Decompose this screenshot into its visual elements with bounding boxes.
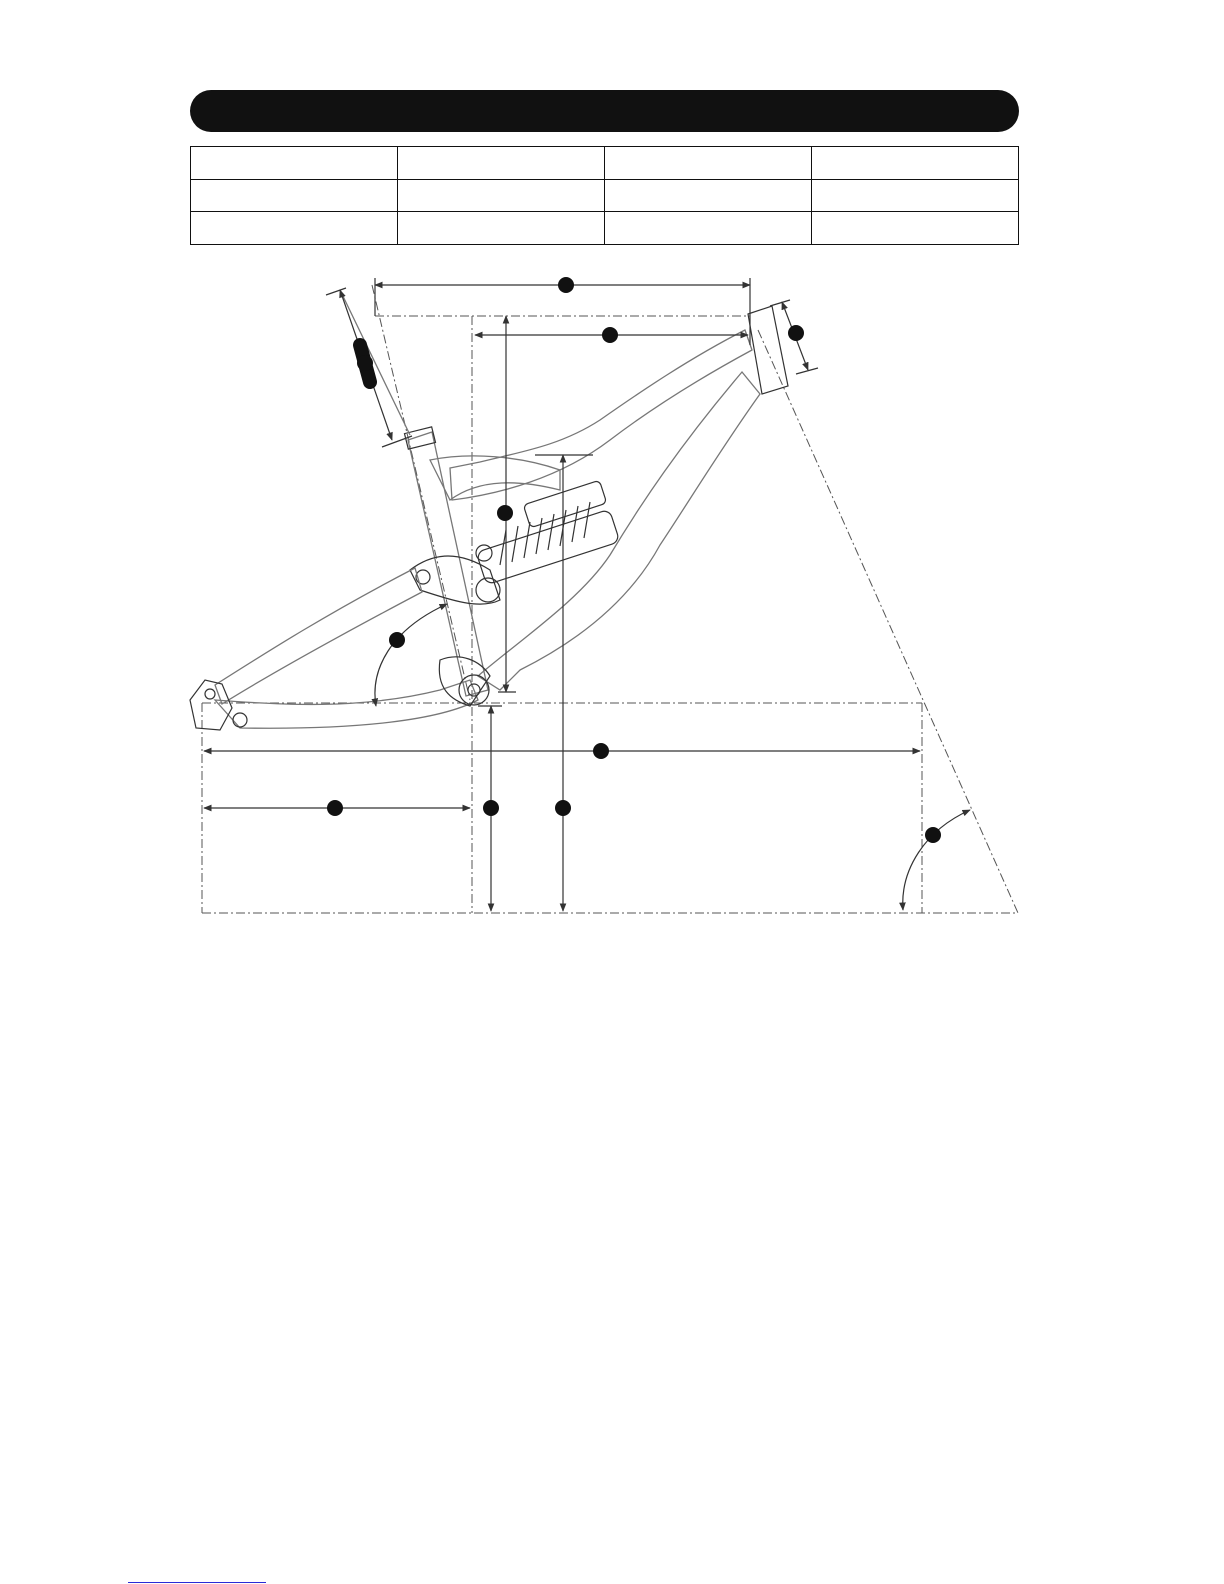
marker-head-tube <box>788 325 804 341</box>
down-tube <box>478 372 760 690</box>
head-tube <box>748 306 788 394</box>
construction-lines <box>202 285 1018 913</box>
bike-frame <box>190 290 788 730</box>
rear-shock <box>476 480 620 585</box>
head-angle-arc <box>903 810 970 910</box>
callout-markers <box>327 277 941 843</box>
marker-head-angle <box>925 827 941 843</box>
rear-dropout <box>190 680 232 730</box>
marker-seat-angle <box>389 632 405 648</box>
chain-stay <box>215 680 478 728</box>
footer-link-underline[interactable] <box>128 1582 266 1583</box>
marker-standover <box>555 800 571 816</box>
dimension-lines <box>204 278 970 911</box>
marker-chainstay <box>327 800 343 816</box>
marker-seat-tube <box>357 355 373 371</box>
marker-stack <box>497 505 513 521</box>
marker-wheelbase <box>593 743 609 759</box>
marker-bb-height <box>483 800 499 816</box>
marker-reach <box>602 327 618 343</box>
marker-top-tube <box>558 277 574 293</box>
